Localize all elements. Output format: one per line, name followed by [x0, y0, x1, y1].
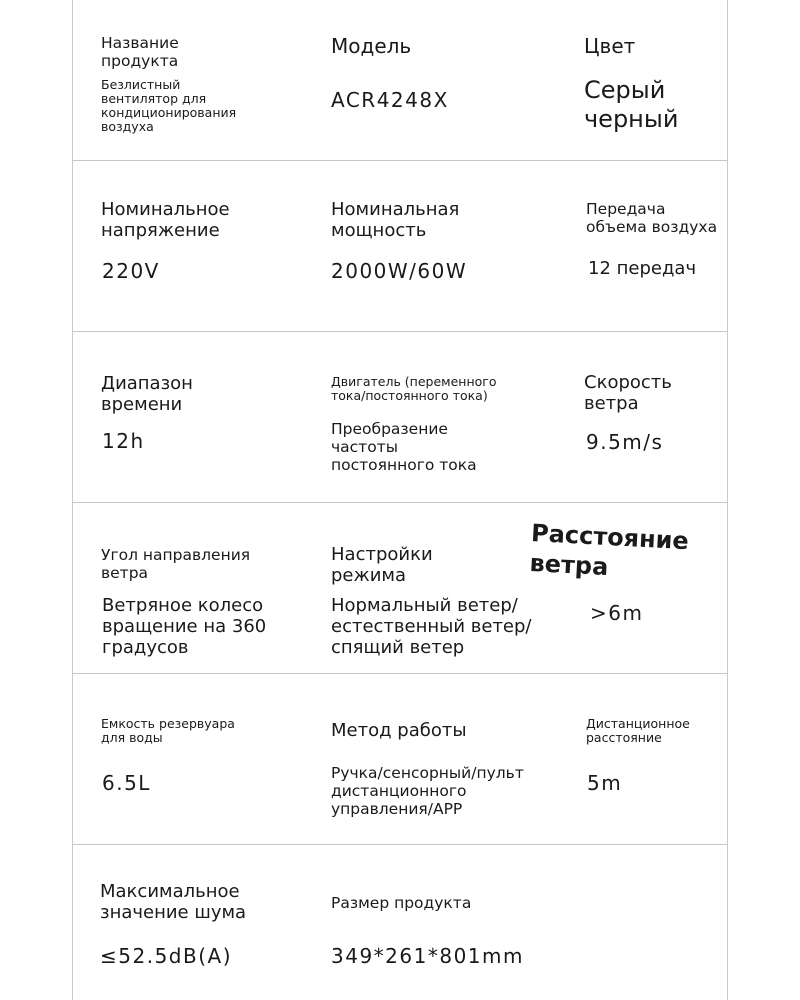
value-rated-power: 2000W/60W	[331, 259, 468, 283]
value-wind-angle: Ветряное колесо вращение на 360 градусов	[102, 595, 267, 658]
label-operation-method: Метод работы	[331, 720, 467, 741]
value-max-noise: ≤52.5dB(A)	[100, 944, 232, 968]
value-rated-voltage: 220V	[102, 259, 160, 283]
label-mode-settings: Настройки режима	[331, 544, 433, 586]
value-wind-speed: 9.5m/s	[586, 430, 664, 454]
value-product-name: Безлистный вентилятор для кондиционирования воздуха	[101, 77, 237, 134]
label-product-name: Название продукта	[101, 34, 179, 70]
label-motor: Двигатель (переменного тока/постоянного тока)	[331, 374, 497, 403]
label-rated-voltage: Номинальное напряжение	[101, 199, 230, 241]
value-color: Серый черный	[584, 76, 679, 133]
value-model: ACR4248X	[331, 88, 449, 112]
row-divider	[73, 502, 727, 503]
value-operation-method: Ручка/сенсорный/пульт дистанционного управления/APP	[331, 764, 524, 818]
value-motor: Преобразение частоты постоянного тока	[331, 420, 477, 474]
row-divider	[73, 844, 727, 845]
row-divider	[73, 673, 727, 674]
label-model: Модель	[331, 34, 412, 58]
label-rated-power: Номинальная мощность	[331, 199, 460, 241]
value-wind-distance: >6m	[590, 601, 644, 625]
value-airflow-gears: 12 передач	[588, 258, 697, 279]
label-wind-angle: Угол направления ветра	[101, 546, 251, 582]
label-time-range: Диапазон времени	[101, 373, 193, 415]
value-tank-capacity: 6.5L	[102, 771, 151, 795]
label-remote-distance: Дистанционное расстояние	[586, 716, 690, 745]
row-divider	[73, 331, 727, 332]
value-mode-settings: Нормальный ветер/ естественный ветер/ спящий ветер	[331, 595, 532, 658]
value-remote-distance: 5m	[587, 771, 623, 795]
label-max-noise: Максимальное значение шума	[100, 881, 247, 923]
value-time-range: 12h	[102, 429, 145, 453]
label-airflow-gears: Передача объема воздуха	[586, 200, 718, 236]
value-product-size: 349*261*801mm	[331, 944, 524, 968]
label-product-size: Размер продукта	[331, 894, 472, 912]
label-color: Цвет	[584, 34, 636, 58]
label-wind-speed: Скорость ветра	[584, 372, 672, 414]
row-divider	[73, 160, 727, 161]
table-right-border	[727, 0, 728, 1000]
table-left-border	[72, 0, 73, 1000]
label-wind-distance: Расстояние ветра	[528, 518, 690, 582]
label-tank-capacity: Емкость резервуара для воды	[101, 716, 235, 745]
